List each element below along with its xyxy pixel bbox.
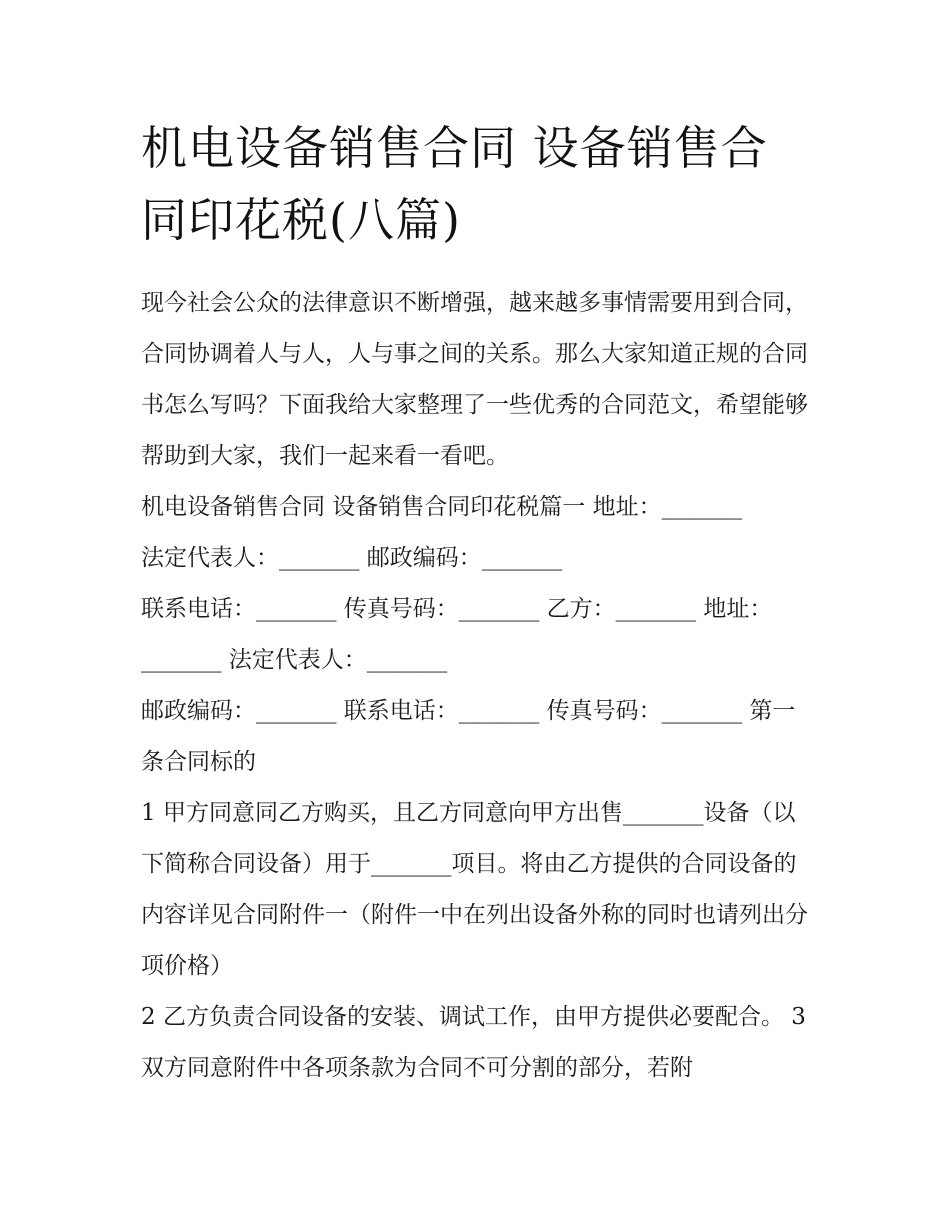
party-a-info-paragraph: 法定代表人：_______ 邮政编码：_______ — [141, 545, 563, 571]
party-contact-paragraph: 联系电话：_______ 传真号码：_______ 乙方：_______ 地址：_______ 法定代表人：_______ — [141, 596, 773, 673]
clause-1-paragraph: 1 甲方同意同乙方购买，且乙方同意向甲方出售_______设备（以下简称合同设备）用于_______项目。将由乙方提供的合同设备的内容详见合同附件一（附件一中在列出设备外称的同时也请列出分项价格） — [141, 800, 808, 979]
party-b-info-paragraph: 邮政编码：_______ 联系电话：_______ 传真号码：_______ 第一条合同标的 — [141, 698, 796, 775]
document-title: 机电设备销售合同 设备销售合同印花税(八篇) — [141, 121, 768, 247]
document-page — [141, 112, 813, 1094]
section-heading-paragraph: 机电设备销售合同 设备销售合同印花税篇一 地址：_______ — [141, 494, 743, 520]
intro-paragraph: 现今社会公众的法律意识不断增强，越来越多事情需要用到合同，合同协调着人与人，人与事之间的关系。那么大家知道正规的合同书怎么写吗？下面我给大家整理了一些优秀的合同范文，希望能够帮助到大家，我们一起来看一看吧。 — [141, 290, 808, 469]
clause-2-3-paragraph: 2 乙方负责合同设备的安装、调试工作，由甲方提供必要配合。 3 双方同意附件中各项条款为合同不可分割的部分，若附 — [141, 1004, 806, 1081]
